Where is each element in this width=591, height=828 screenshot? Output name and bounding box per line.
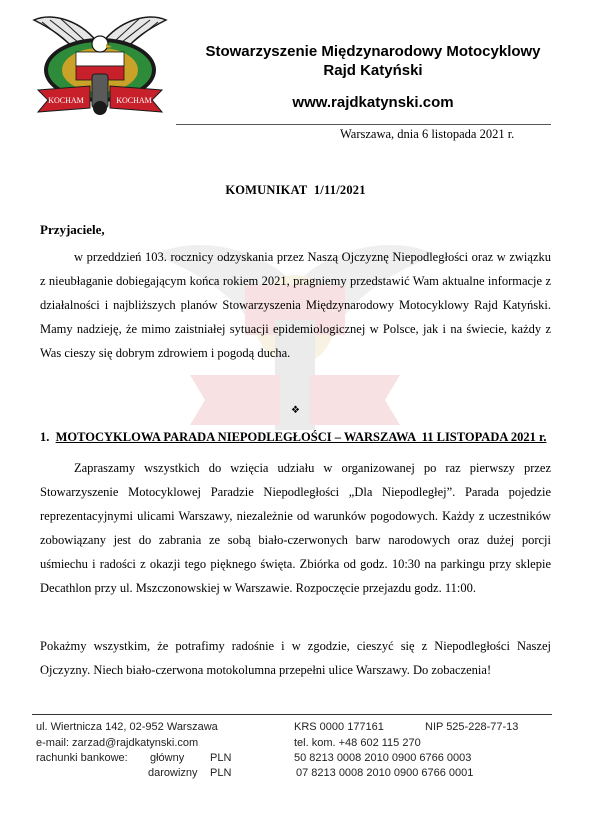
footer-phone: tel. kom. +48 602 115 270: [294, 737, 421, 749]
footer-account1-name: główny: [150, 752, 185, 764]
header-divider: [176, 124, 551, 125]
letter-date: Warszawa, dnia 6 listopada 2021 r.: [340, 127, 515, 141]
footer-accounts-label: rachunki bankowe:: [36, 752, 128, 764]
footer-krs: KRS 0000 177161: [294, 721, 384, 733]
organization-name-line1: Stowarzyszenie Międzynarodowy Motocyklowy: [205, 43, 541, 60]
footer-email[interactable]: e-mail: zarzad@rajdkatynski.com: [36, 737, 199, 749]
document-title: KOMUNIKAT 1/11/2021: [225, 183, 366, 197]
footer-account2-number: 07 8213 0008 2010 0900 6766 0001: [296, 767, 474, 779]
intro-paragraph: w przeddzień 103. rocznicy odzyskania przez Naszą Ojczyznę Niepodległości oraz w związku z nieubłaganie dobiegającym końca rokiem 2021, pragniemy przedstawić Wam aktualne informacje z działalności i najbliższych planów Stowarzyszenia Międzynarodowy Motocyklowy Rajd Katyński. Mamy nadzieję, że mimo zaistniałej sytuacji epidemiologicznej w Polsce, jak i na świecie, każdy z Was cieszy się dobrym zdrowiem i pogodą ducha.: [40, 250, 551, 360]
logo-banner-left: KOCHAM: [48, 96, 84, 105]
footer-account2-name: darowizny: [148, 767, 198, 779]
footer-address: ul. Wiertnicza 142, 02-952 Warszawa: [36, 721, 218, 733]
organization-name-line2: Rajd Katyński: [323, 62, 423, 79]
section-separator: ❖: [291, 405, 300, 416]
footer-account1-currency: PLN: [210, 752, 232, 764]
section-1-number: 1.: [40, 430, 50, 444]
logo-banner-right: KOCHAM: [116, 96, 152, 105]
footer-account2-currency: PLN: [210, 767, 232, 779]
section-1-paragraph-1: Zapraszamy wszystkich do wzięcia udziału w organizowanej po raz pierwszy przez Stowarzyszenie Motocyklowej Paradzie Niepodległości „Dla Niepodległej”. Parada pojedzie reprezentacyjnymi ulicami Warszawy, niezależnie od warunków pogodowych. Każdy z uczestników zobowiązany jest do zabrania ze sobą biało-czerwonych barw narodowych oraz dużej porcji uśmiechu i radości z okazji tego pięknego święta. Zbiórka od godz. 10:30 na parkingu przy sklepie Decathlon przy ul. Mszczonowskiej w Warszawie. Rozpoczęcie przejazdu godz. 11:00.: [40, 461, 551, 595]
organization-website[interactable]: www.rajdkatynski.com: [292, 94, 454, 111]
footer-divider: [32, 714, 552, 715]
footer-account1-number: 50 8213 0008 2010 0900 6766 0003: [294, 752, 472, 764]
section-1-heading: [40, 430, 546, 445]
organization-logo: [32, 8, 168, 118]
section-1-paragraph-2: Pokażmy wszystkim, że potrafimy radośnie i w zgodzie, cieszyć się z Niepodległości Naszej Ojczyzny. Niech biało-czerwona motokolumna przepełni ulice Warszawy. Do zobaczenia!: [40, 639, 551, 677]
greeting: Przyjaciele,: [40, 222, 105, 237]
footer-nip: NIP 525-228-77-13: [425, 721, 519, 733]
section-1-title: MOTOCYKLOWA PARADA NIEPODLEGŁOŚCI – WARSZAWA 11 LISTOPADA 2021 r.: [55, 430, 547, 444]
